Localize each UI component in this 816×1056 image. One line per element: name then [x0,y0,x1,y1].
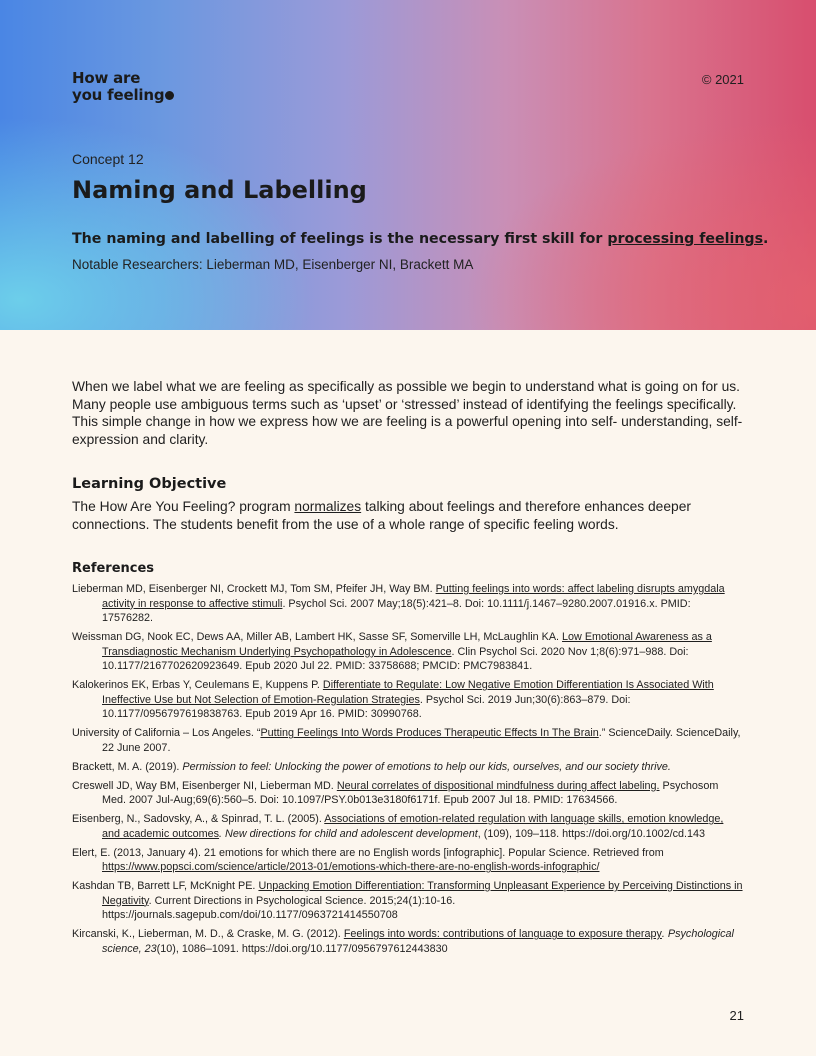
ref-link[interactable]: Associations of emotion-related regulation with language skills, emotion knowledge, and academic outcomes [102,813,724,840]
ref-text: Elert, E. (2013, January 4). 21 emotions for which there are no English words [infographic]. Popular Science. Retrieved from [72,846,664,859]
lead-text: The naming and labelling of feelings is the necessary first skill for [72,231,608,247]
speech-bubble-icon [165,91,174,100]
lead-statement [72,231,768,247]
header-banner [0,0,816,330]
ref-text: Lieberman MD, Eisenberger NI, Crockett MJ, Tom SM, Pfeifer JH, Way BM. [72,583,436,595]
ref-link[interactable]: Putting feelings into words: affect labeling disrupts amygdala activity in response to affective stimuli [102,583,725,610]
learning-objective-heading: Learning Objective [72,476,227,492]
reference-item [72,726,744,755]
lo-text-after: talking about feelings and therefore enhances deeper connections. The students benefit from the use of a whole range of specific feeling words. [72,499,691,532]
ref-link[interactable]: Putting Feelings Into Words Produces Therapeutic Effects In The Brain [260,727,599,740]
ref-text: Psychosom Med. 2007 Jul-Aug;69(6):560–5. Doi: 10.1097/PSY.0b013e3180f6171f. Epub 2007 Jul 18. PMID: 17634566. [102,779,719,807]
ref-text: , (109), 109–118. https://doi.org/10.1002/cd.143 [477,827,706,840]
ref-text: . Current Directions in Psychological Science. 2015;24(1):10-16. https://journals.sagepub.com/doi/10.1177/0963721414550708 [102,894,456,922]
page-title: Naming and Labelling [72,176,367,204]
learning-objective-text [72,498,752,533]
ref-link[interactable]: Neural correlates of dispositional mindfulness during affect labeling. [336,779,660,792]
ref-text: Weissman DG, Nook EC, Dews AA, Miller AB, Lambert HK, Sasse SF, Somerville LH, McLaughlin KA. [72,631,563,644]
copyright: © 2021 [701,72,744,87]
references-list [72,582,744,961]
reference-item [72,812,744,841]
intro-paragraph: When we label what we are feeling as specifically as possible we begin to understand what is going on for us. Many people use ambiguous terms such as ‘upset’ or ‘stressed’ instead of identifying the feelings specifically. This simple change in how we express how we are feeling is a powerful opening into self- understanding, self-expression and clarity. [72,379,743,447]
reference-item [72,630,744,674]
lead-end: . [763,231,769,247]
ref-text: (10), 1086–1091. https://doi.org/10.1177/0956797612443830 [156,942,448,955]
reference-item [72,879,744,923]
ref-link[interactable]: Unpacking Emotion Differentiation: Transforming Unpleasant Experience by Perceiving Distinctions in Negativity [102,880,743,907]
reference-item [72,779,744,808]
processing-feelings-link[interactable]: processing feelings [607,231,764,247]
concept-label: Concept 12 [72,151,144,167]
logo-line-2: you feeling [72,86,165,104]
ref-link[interactable]: Low Emotional Awareness as a Transdiagnostic Mechanism Underlying Psychopathology in Adolescence [102,631,712,658]
ref-italic: Permission to feel: Unlocking the power of emotions to help our kids, ourselves, and our society thrive. [182,760,671,773]
ref-text: Brackett, M. A. (2019). [72,760,183,773]
references-heading: References [72,561,155,576]
ref-link[interactable]: Differentiate to Regulate: Low Negative Emotion Differentiation Is Associated With Ineffective Use but Not Selection of Emotion-Regulation Strategies [102,679,714,706]
notable-researchers: Notable Researchers: Lieberman MD, Eisenberger NI, Brackett MA [72,257,474,272]
ref-text: . Psychol Sci. 2007 May;18(5):421–8. Doi: 10.1111/j.1467–9280.2007.01916.x. PMID: 17576282. [102,597,691,625]
logo [72,70,174,104]
ref-italic: . Psychological science, 23 [102,928,734,955]
ref-text: Kircanski, K., Lieberman, M. D., & Craske, M. G. (2012). [72,928,344,941]
ref-text: .” ScienceDaily. ScienceDaily, 22 June 2007. [102,727,741,754]
ref-text: University of California – Los Angeles. “ [72,727,261,740]
reference-item [72,582,744,626]
ref-text: Creswell JD, Way BM, Eisenberger NI, Lieberman MD. [72,779,337,792]
reference-item [72,846,744,875]
reference-item [72,678,744,722]
lo-text-before: The How Are You Feeling? program [72,499,295,514]
reference-item [72,760,744,775]
ref-italic: . New directions for child and adolescent development [219,827,478,840]
ref-link[interactable]: Feelings into words: contributions of language to exposure therapy [343,928,662,941]
page-number: 21 [729,1008,744,1023]
ref-text: Eisenberg, N., Sadovsky, A., & Spinrad, T. L. (2005). [72,813,325,826]
ref-link[interactable]: https://www.popsci.com/science/article/2013-01/emotions-which-there-are-no-english-words-infographic/ [102,861,600,874]
ref-text: Kalokerinos EK, Erbas Y, Ceulemans E, Kuppens P. [72,679,323,692]
ref-text: Kashdan TB, Barrett LF, McKnight PE. [72,880,259,893]
normalizes-link[interactable]: normalizes [294,499,362,514]
ref-text: . Psychol Sci. 2019 Jun;30(6):863–879. Doi: 10.1177/0956797619838763. Epub 2019 Apr 16. PMID: 30990768. [102,693,631,721]
reference-item [72,927,744,956]
ref-text: . Clin Psychol Sci. 2020 Nov 1;8(6):971–988. Doi: 10.1177/2167702620923649. Epub 2020 Jul 22. PMID: 33758688; PMCID: PMC7983841. [102,645,689,673]
logo-line-1: How are [72,69,141,87]
